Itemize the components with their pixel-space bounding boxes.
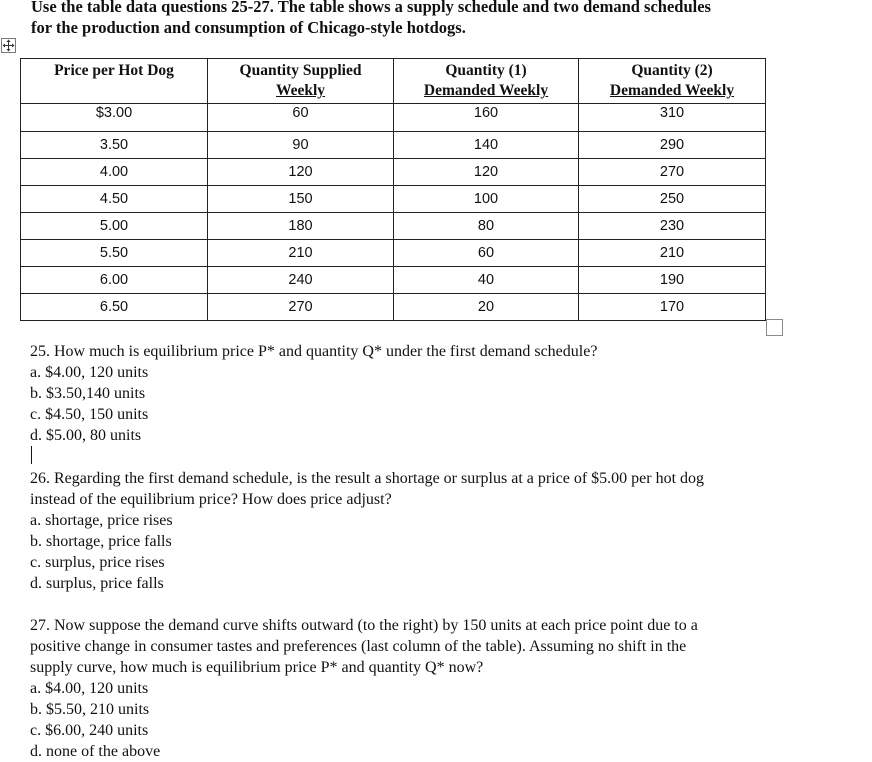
move-arrows-icon [2,39,15,52]
option-c: c. surplus, price rises [30,554,165,571]
table-row [21,240,766,267]
header-quantity-demanded-2 [579,59,766,104]
option-d: d. $5.00, 80 units [30,427,142,444]
table-row [21,132,766,159]
header-demand1-line-1: Quantity (1) [445,62,527,79]
table-row [21,159,766,186]
price-cell: 3.50 [21,132,208,159]
table-row [21,294,766,321]
supplied-cell: 150 [208,186,394,213]
demand2-cell: 230 [579,213,766,240]
price-cell: $3.00 [21,104,208,132]
table-row [21,213,766,240]
question-stem-line-3: supply curve, how much is equilibrium price P* and quantity Q* now? [30,659,484,676]
option-b: b. $5.50, 210 units [30,701,150,718]
header-demand1-line-2: Demanded Weekly [423,82,549,99]
option-a: a. $4.00, 120 units [30,680,149,697]
demand1-cell: 20 [394,294,579,321]
demand2-cell: 250 [579,186,766,213]
question-stem-line-2: positive change in consumer tastes and preferences (last column of the table). Assuming no shift in the [30,638,687,655]
question-stem-line-1: 27. Now suppose the demand curve shifts outward (to the right) by 150 units at each price point due to a [30,617,698,634]
table-row [21,104,766,132]
price-cell: 6.00 [21,267,208,294]
demand2-cell: 290 [579,132,766,159]
option-c: c. $4.50, 150 units [30,406,149,423]
demand2-cell: 270 [579,159,766,186]
text-cursor [31,446,32,464]
question-26 [30,468,820,594]
table-move-handle[interactable] [1,38,16,53]
question-stem-line-2: instead of the equilibrium price? How does price adjust? [30,491,392,508]
demand1-cell: 40 [394,267,579,294]
instructions-line-2: for the production and consumption of Chicago-style hotdogs. [31,18,466,37]
supplied-cell: 240 [208,267,394,294]
supplied-cell: 120 [208,159,394,186]
question-stem: 25. How much is equilibrium price P* and quantity Q* under the first demand schedule? [30,343,598,360]
table-resize-handle[interactable] [766,319,783,336]
header-quantity-supplied [208,59,394,104]
instructions [31,0,851,38]
price-cell: 6.50 [21,294,208,321]
question-stem-line-1: 26. Regarding the first demand schedule, is the result a shortage or surplus at a price of $5.00 per hot dog [30,470,705,487]
option-a: a. shortage, price rises [30,512,173,529]
demand1-cell: 80 [394,213,579,240]
price-cell: 5.50 [21,240,208,267]
demand1-cell: 120 [394,159,579,186]
option-a: a. $4.00, 120 units [30,364,149,381]
header-price [21,59,208,104]
header-price-label: Price per Hot Dog [54,62,174,79]
price-cell: 5.00 [21,213,208,240]
supplied-cell: 60 [208,104,394,132]
table-row [21,267,766,294]
price-cell: 4.00 [21,159,208,186]
option-c: c. $6.00, 240 units [30,722,149,739]
instructions-line-1: Use the table data questions 25-27. The table shows a supply schedule and two demand schedules [31,0,711,16]
option-d: d. none of the above [30,743,161,760]
supplied-cell: 90 [208,132,394,159]
supply-demand-table [20,58,766,321]
header-demand2-line-2: Demanded Weekly [609,82,735,99]
price-cell: 4.50 [21,186,208,213]
question-25 [30,341,820,446]
question-27 [30,615,820,762]
demand1-cell: 140 [394,132,579,159]
header-supplied-line-2: Weekly [275,82,326,99]
option-d: d. surplus, price falls [30,575,164,592]
option-b: b. $3.50,140 units [30,385,146,402]
demand2-cell: 170 [579,294,766,321]
table-row [21,186,766,213]
demand2-cell: 310 [579,104,766,132]
demand2-cell: 190 [579,267,766,294]
supplied-cell: 210 [208,240,394,267]
table-header-row [21,59,766,104]
supplied-cell: 180 [208,213,394,240]
header-demand2-line-1: Quantity (2) [631,62,713,79]
demand1-cell: 160 [394,104,579,132]
supplied-cell: 270 [208,294,394,321]
header-quantity-demanded-1 [394,59,579,104]
demand2-cell: 210 [579,240,766,267]
demand1-cell: 60 [394,240,579,267]
option-b: b. shortage, price falls [30,533,172,550]
demand1-cell: 100 [394,186,579,213]
header-supplied-line-1: Quantity Supplied [239,62,362,79]
